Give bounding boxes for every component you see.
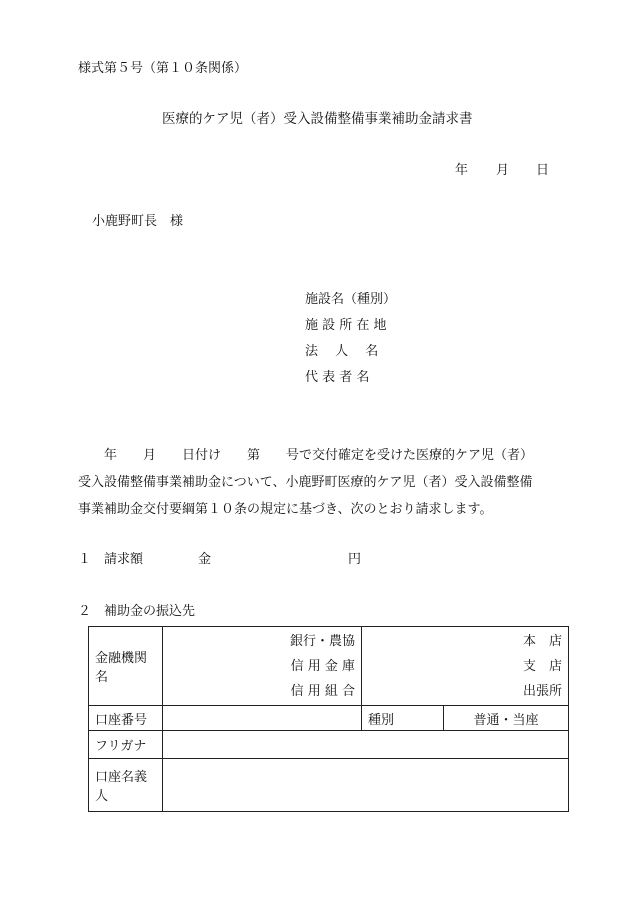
account-holder-field[interactable] (163, 759, 569, 812)
claim-currency: 金 (198, 552, 212, 567)
branch-type-office: 出張所 (523, 683, 563, 699)
account-type-label: 種別 (362, 706, 444, 731)
table-row (89, 759, 569, 812)
claim-unit: 円 (348, 552, 362, 567)
date-day: 日 (536, 163, 550, 178)
addressee: 小鹿野町長 様 (92, 214, 184, 229)
applicant-representative-label: 代 表 者 名 (305, 370, 370, 385)
date-year: 年 (455, 163, 469, 178)
table-row (89, 706, 569, 731)
furigana-label: フリガナ (89, 731, 163, 759)
institution-type-credit-union: 信 用 組 合 (290, 683, 355, 699)
account-number-label: 口座番号 (89, 706, 163, 731)
request-body (78, 442, 578, 523)
request-body-line: 年 月 日付け 第 号で交付確定を受けた医療的ケア児（者） (104, 448, 534, 463)
institution-label: 金融機関名 (89, 627, 163, 706)
furigana-field[interactable] (163, 731, 569, 759)
table-row (89, 731, 569, 759)
branch-type-head-office: 本 店 (523, 633, 563, 649)
branch-type-branch: 支 店 (523, 658, 563, 674)
claim-label: 請求額 (104, 552, 144, 567)
account-holder-label: 口座名義人 (89, 759, 163, 812)
institution-type-cell[interactable] (163, 627, 362, 706)
date-month: 月 (496, 163, 510, 178)
branch-type-cell[interactable] (362, 627, 569, 706)
document-title: 医療的ケア児（者）受入設備整備事業補助金請求書 (162, 111, 473, 127)
form-number: 様式第５号（第１０条関係） (78, 61, 248, 76)
account-type-value[interactable]: 普通・当座 (444, 706, 569, 731)
bank-transfer-table (88, 626, 569, 812)
institution-type-bank: 銀行・農協 (289, 633, 355, 649)
applicant-corporation-label: 法 人 名 (305, 344, 379, 359)
transfer-label: 補助金の振込先 (104, 604, 196, 619)
account-number-field[interactable] (163, 706, 362, 731)
request-body-line: 受入設備整備事業補助金について、小鹿野町医療的ケア児（者）受入設備整備 (78, 475, 533, 490)
request-body-line: 事業補助金交付要綱第１０条の規定に基づき、次のとおり請求します。 (78, 502, 493, 517)
table-row (89, 627, 569, 706)
applicant-address-label: 施 設 所 在 地 (305, 318, 387, 333)
transfer-number: ２ (78, 604, 92, 619)
claim-number: １ (78, 552, 92, 567)
institution-type-shinkin: 信 用 金 庫 (290, 658, 355, 674)
applicant-facility-label: 施設名（種別） (305, 292, 397, 307)
